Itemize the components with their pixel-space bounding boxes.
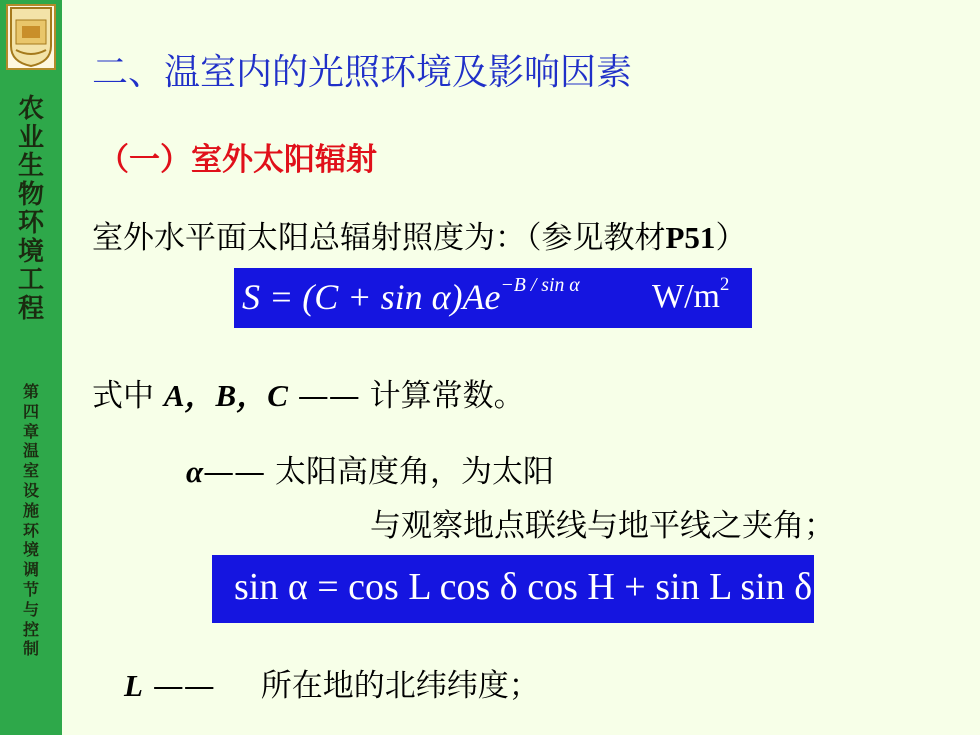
course-char: 生 bbox=[17, 151, 44, 181]
slide-content bbox=[62, 0, 980, 735]
alpha-desc: —— 太阳高度角，为太阳 bbox=[203, 454, 555, 490]
formula-main bbox=[242, 274, 580, 318]
chapter-char: 境 bbox=[22, 540, 39, 560]
course-char: 工 bbox=[17, 265, 44, 295]
intro-close: ） bbox=[715, 220, 747, 256]
course-char: 业 bbox=[17, 122, 44, 153]
intro-text: 室外水平面太阳总辐射照度为：（参见教材 bbox=[92, 220, 666, 256]
unit-text: W/m bbox=[652, 277, 720, 315]
chapter-char: 第 bbox=[22, 382, 39, 401]
latitude-line bbox=[124, 660, 540, 705]
latitude-symbol: L bbox=[124, 668, 143, 703]
latitude-dash: —— bbox=[152, 668, 215, 704]
formula-expression: S = (C + sin α)Ae bbox=[242, 276, 501, 317]
slide-title: 二、温室内的光照环境及影响因素 bbox=[92, 52, 633, 93]
sidebar bbox=[0, 0, 62, 735]
chapter-char: 控 bbox=[22, 619, 39, 639]
chapter-char: 与 bbox=[22, 599, 39, 619]
chapter-char: 设 bbox=[22, 480, 39, 500]
constants-prefix: 式中 bbox=[92, 378, 164, 414]
intro-line bbox=[92, 212, 746, 257]
altitude-expression: sin α = cos L cos δ cos H + sin L sin δ bbox=[234, 566, 813, 608]
unit-exponent: 2 bbox=[719, 274, 730, 295]
constants-line bbox=[92, 370, 525, 415]
chapter-char: 温 bbox=[22, 441, 39, 461]
constants-vars: A，B，C bbox=[163, 378, 288, 413]
chapter-char: 环 bbox=[22, 520, 39, 540]
course-char: 环 bbox=[17, 208, 44, 238]
textbook-reference: P51 bbox=[665, 220, 716, 255]
chapter-char: 章 bbox=[22, 421, 39, 441]
chapter-name-vertical bbox=[0, 384, 62, 661]
course-char: 程 bbox=[17, 293, 44, 324]
chapter-char: 施 bbox=[22, 500, 39, 520]
university-logo bbox=[6, 4, 56, 70]
formula-exponent: −B / sin α bbox=[500, 274, 580, 296]
altitude-formula bbox=[212, 555, 814, 623]
course-char: 境 bbox=[17, 236, 44, 267]
section-heading: （一）室外太阳辐射 bbox=[98, 142, 377, 178]
course-name-vertical bbox=[0, 96, 62, 324]
radiation-formula bbox=[234, 268, 752, 328]
course-char: 物 bbox=[17, 179, 44, 210]
formula-unit bbox=[652, 274, 729, 316]
alpha-symbol: α bbox=[186, 454, 204, 489]
latitude-desc: 所在地的北纬纬度； bbox=[260, 668, 540, 704]
alpha-line bbox=[186, 446, 554, 491]
constants-desc: —— 计算常数。 bbox=[297, 378, 525, 414]
alpha-desc-cont: 与观察地点联线与地平线之夹角； bbox=[370, 508, 835, 544]
course-char: 农 bbox=[17, 94, 44, 124]
chapter-char: 制 bbox=[22, 639, 39, 659]
chapter-char: 节 bbox=[22, 579, 39, 599]
chapter-char: 室 bbox=[22, 461, 39, 481]
chapter-char: 四 bbox=[22, 401, 39, 421]
chapter-char: 调 bbox=[22, 560, 39, 580]
